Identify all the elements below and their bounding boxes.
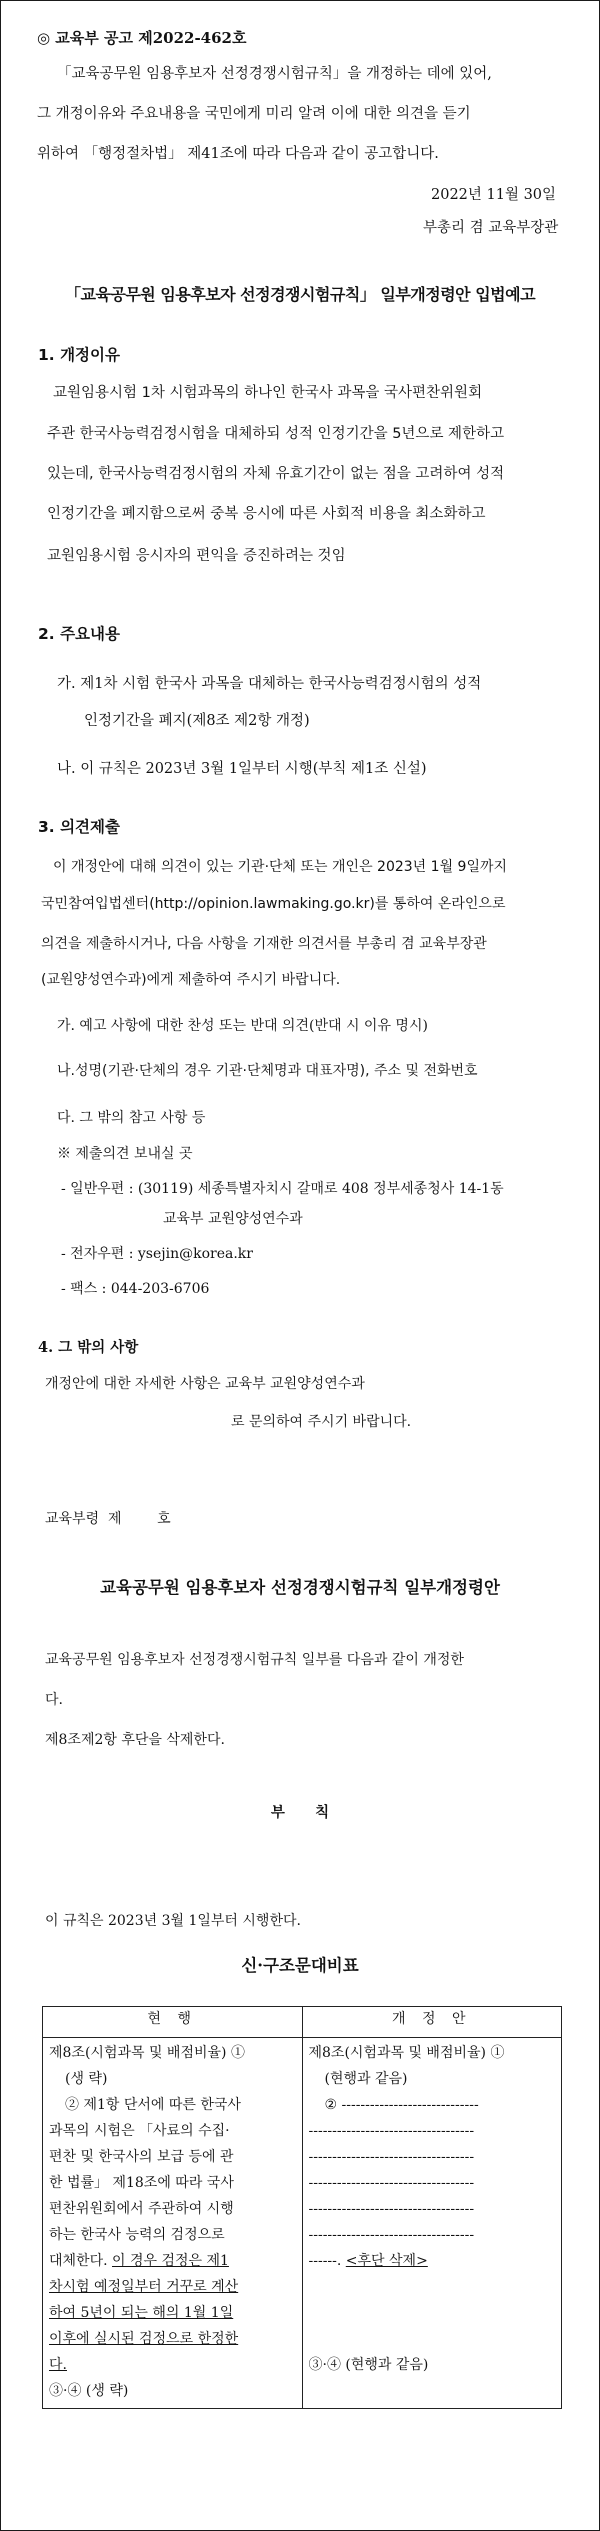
table-line: 제8조(시험과목 및 배점비율) ① — [49, 2045, 245, 2061]
table-line: ----------------------------------- — [308, 2123, 475, 2139]
section1-line: 있는데, 한국사능력검정시험의 자체 유효기간이 없는 점을 고려하여 성적 — [47, 466, 505, 482]
amendment-line: 다. — [45, 1692, 63, 1708]
table-line: ----------------------------------- — [308, 2201, 475, 2217]
table-line: ----------------------------------- — [308, 2149, 475, 2165]
table-line: ③·④ (생 략) — [49, 2383, 129, 2399]
amendment-line: 교육공무원 임용후보자 선정경쟁시험규칙 일부를 다음과 같이 개정한 — [45, 1652, 464, 1668]
section2-item-b: 나. 이 규칙은 2023년 3월 1일부터 시행(부칙 제1조 신설) — [57, 761, 427, 777]
addendum-text: 이 규칙은 2023년 3월 1일부터 시행한다. — [45, 1913, 301, 1929]
section3-item-a: 가. 예고 사항에 대한 찬성 또는 반대 의견(반대 시 이유 명시) — [57, 1018, 428, 1034]
email-address: - 전자우편 : ysejin@korea.kr — [61, 1246, 253, 1262]
section2-item-a-cont: 인정기간을 폐지(제8조 제2항 개정) — [84, 713, 310, 729]
fax-number: - 팩스 : 044-203-6706 — [61, 1281, 210, 1297]
table-line-text: ------. — [308, 2253, 346, 2269]
section2-heading: 2. 주요내용 — [38, 625, 120, 643]
addendum-title: 부 칙 — [270, 1804, 330, 1821]
table-line — [309, 2248, 556, 2274]
section3-item-b: 나.성명(기관·단체의 경우 기관·단체명과 대표자명), 주소 및 전화번호 — [57, 1063, 478, 1079]
table-line: 과목의 시험은 「사료의 수집· — [49, 2123, 230, 2139]
intro-line: 위하여 「행정절차법」 제41조에 따라 다음과 같이 공고합니다. — [37, 146, 439, 162]
column-header-current: 현 행 — [43, 2007, 303, 2038]
deleted-clause-text: 차시험 예정일부터 거꾸로 계산 — [49, 2279, 239, 2295]
section1-heading: 1. 개정이유 — [38, 346, 120, 364]
section3-line: 국민참여입법센터(http://opinion.lawmaking.go.kr)를 통하여 온라인으로 — [41, 896, 506, 912]
table-line: 한 법률」 제18조에 따라 국사 — [49, 2175, 234, 2191]
section3-item-c: 다. 그 밖의 참고 사항 등 — [57, 1110, 206, 1126]
table-line: ③·④ (현행과 같음) — [308, 2357, 429, 2373]
amendment-line: 제8조제2항 후단을 삭제한다. — [45, 1732, 225, 1748]
table-line: 제8조(시험과목 및 배점비율) ① — [308, 2045, 505, 2061]
table-line-text: 대체한다. — [49, 2253, 112, 2269]
section4-line: 로 문의하여 주시기 바랍니다. — [231, 1414, 412, 1430]
column-header-revised: 개 정 안 — [302, 2007, 562, 2038]
section1-line: 주관 한국사능력검정시험을 대체하되 성적 인정기간을 5년으로 제한하고 — [47, 426, 505, 442]
amendment-title: 교육공무원 임용후보자 선정경쟁시험규칙 일부개정령안 — [100, 1578, 500, 1597]
table-line: ----------------------------------- — [308, 2175, 475, 2191]
section4-heading: 4. 그 밖의 사항 — [38, 1339, 139, 1356]
table-line — [49, 2248, 296, 2274]
table-line: ② ----------------------------- — [324, 2097, 479, 2113]
section3-line: 이 개정안에 대해 의견이 있는 기관·단체 또는 개인은 2023년 1월 9일까지 — [53, 859, 508, 875]
decree-number: 교육부령 제 호 — [45, 1511, 171, 1527]
deleted-clause-text: 하여 5년이 되는 해의 1월 1일 — [49, 2305, 234, 2321]
table-line: ----------------------------------- — [308, 2227, 475, 2243]
main-title: 「교육공무원 임용후보자 선정경쟁시험규칙」 일부개정령안 입법예고 — [64, 285, 536, 304]
deleted-clause-text: 이후에 실시된 검정으로 한정한 — [49, 2331, 239, 2347]
table-line: (현행과 같음) — [324, 2071, 408, 2087]
notice-date: 2022년 11월 30일 — [431, 187, 557, 203]
table-spacer — [309, 2274, 556, 2352]
intro-line: 그 개정이유와 주요내용을 국민에게 미리 알려 이에 대한 의견을 듣기 — [37, 106, 471, 122]
section1-line: 교원임용시험 응시자의 편익을 증진하려는 것임 — [47, 548, 346, 564]
section2-item-a: 가. 제1차 시험 한국사 과목을 대체하는 한국사능력검정시험의 성적 — [57, 676, 482, 692]
section3-line: 의견을 제출하시거나, 다음 사항을 기재한 의견서를 부총리 겸 교육부장관 — [41, 936, 487, 952]
section1-line: 인정기간을 폐지함으로써 중복 응시에 따른 사회적 비용을 최소화하고 — [47, 506, 486, 522]
section1-line: 교원임용시험 1차 시험과목의 하나인 한국사 과목을 국사편찬위원회 — [53, 385, 483, 401]
table-line: 편찬 및 한국사의 보급 등에 관 — [49, 2149, 234, 2165]
comparison-table-title: 신·구조문대비표 — [241, 1956, 359, 1975]
section3-line: (교원양성연수과)에게 제출하여 주시기 바랍니다. — [41, 972, 341, 988]
table-line: (생 략) — [65, 2071, 108, 2087]
section4-line: 개정안에 대한 자세한 사항은 교육부 교원양성연수과 — [45, 1376, 365, 1392]
notice-issuer: 부총리 겸 교육부장관 — [423, 220, 559, 236]
revised-text-cell — [302, 2038, 562, 2409]
notice-title: ◎ 교육부 공고 제2022-462호 — [37, 29, 247, 47]
table-line: ② 제1항 단서에 따른 한국사 — [65, 2097, 241, 2113]
mail-recipient: 교육부 교원양성연수과 — [163, 1211, 303, 1227]
section3-heading: 3. 의견제출 — [38, 818, 120, 836]
deletion-marker: <후단 삭제> — [345, 2253, 428, 2269]
table-line: 하는 한국사 능력의 검정으로 — [49, 2227, 225, 2243]
comparison-table — [42, 2006, 562, 2409]
mail-address: - 일반우편 : (30119) 세종특별자치시 갈매로 408 정부세종청사 14-1동 — [61, 1181, 504, 1197]
deleted-clause-text: 다. — [49, 2357, 67, 2373]
deleted-clause-text: 이 경우 검정은 제1 — [112, 2253, 229, 2269]
intro-line: 「교육공무원 임용후보자 선정경쟁시험규칙」을 개정하는 데에 있어, — [57, 66, 492, 82]
current-text-cell — [43, 2038, 303, 2409]
table-line: 편찬위원회에서 주관하여 시행 — [49, 2201, 234, 2217]
address-title: ※ 제출의견 보내실 곳 — [57, 1146, 193, 1162]
